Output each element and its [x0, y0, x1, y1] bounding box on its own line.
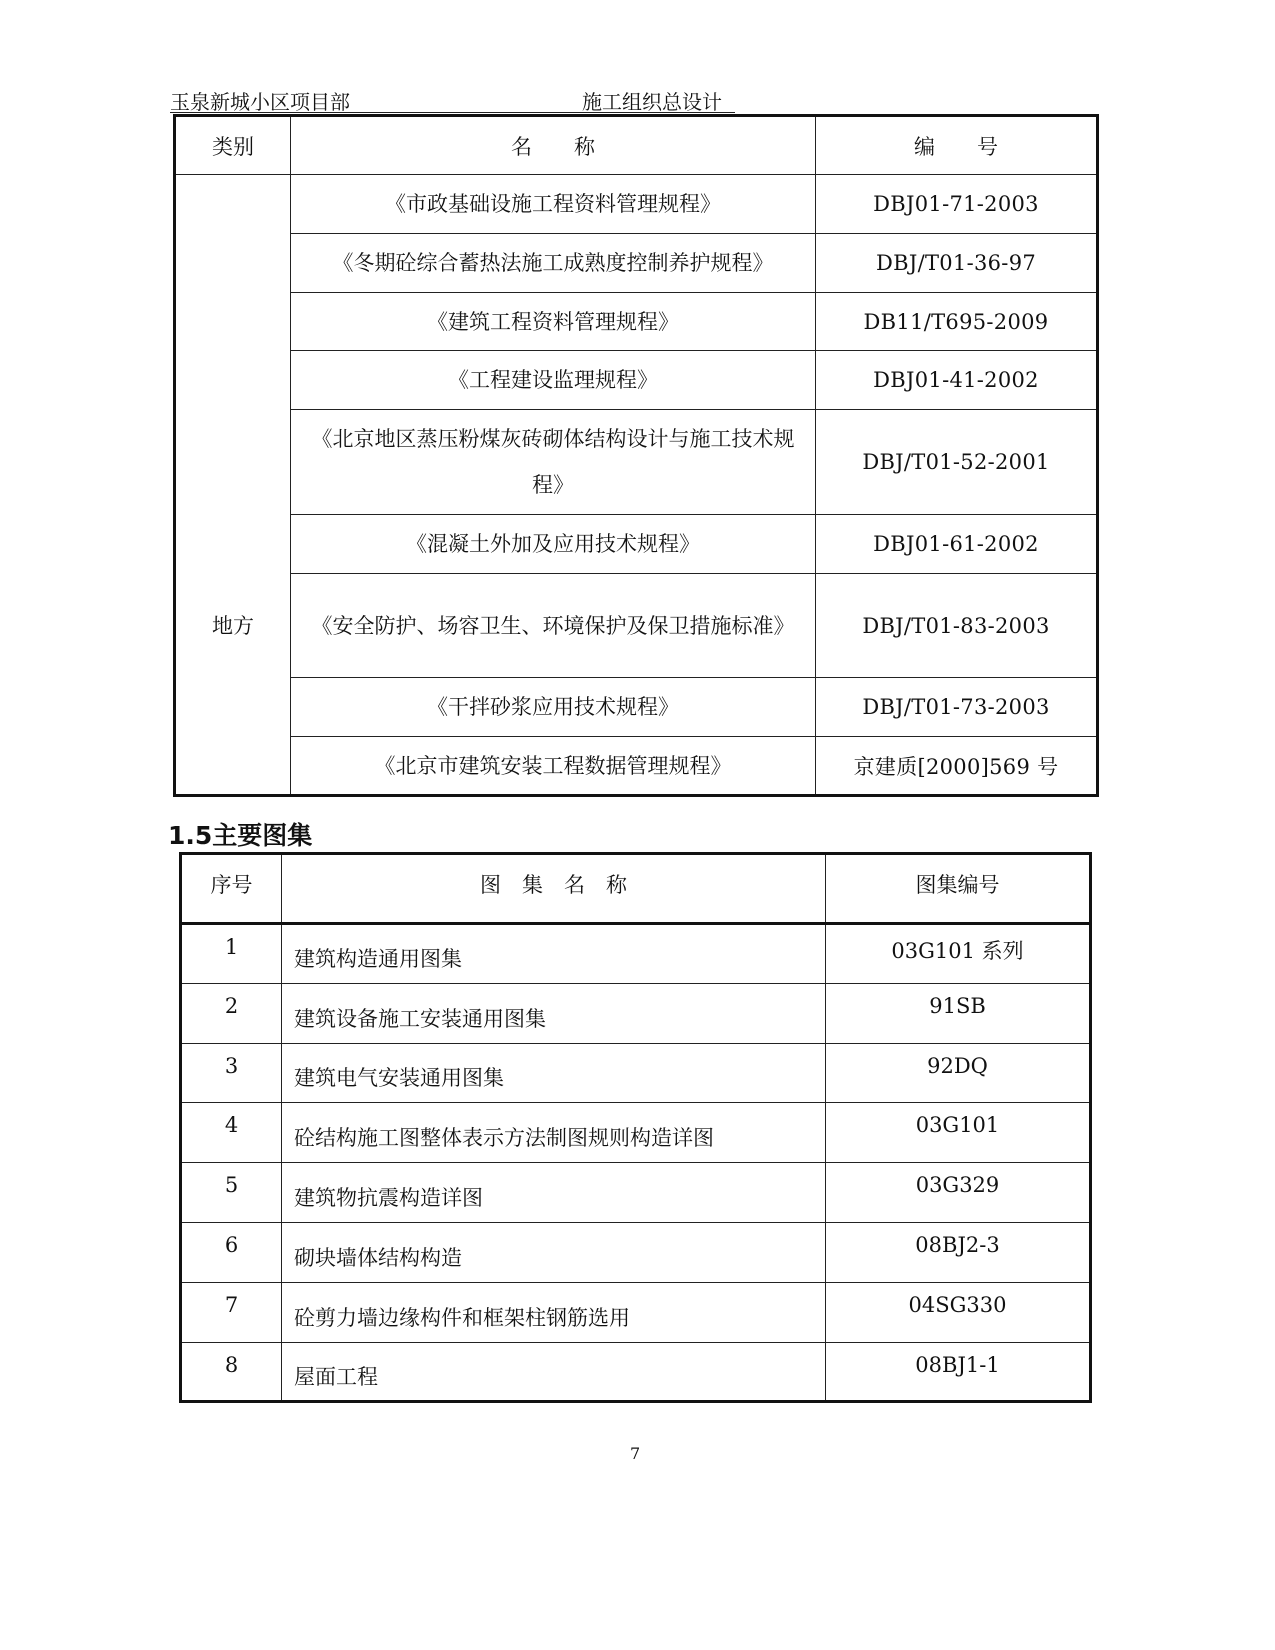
header-category: 类别: [175, 116, 291, 175]
atlas-name: 建筑构造通用图集: [282, 924, 826, 984]
page-header: [170, 86, 735, 113]
standard-name: 《干拌砂浆应用技术规程》: [291, 678, 816, 737]
standard-name: 《北京地区蒸压粉煤灰砖砌体结构设计与施工技术规程》: [291, 410, 816, 515]
header-document-title: 施工组织总设计: [582, 90, 722, 114]
table-row: [181, 1223, 1091, 1283]
table-row: [181, 1103, 1091, 1163]
standard-code: DBJ/T01-36-97: [816, 234, 1098, 293]
standard-code: DBJ/T01-52-2001: [816, 410, 1098, 515]
atlas-code: 03G101: [826, 1103, 1091, 1163]
standard-code: DBJ/T01-83-2003: [816, 574, 1098, 678]
atlas-code: 04SG330: [826, 1283, 1091, 1343]
table-row: [175, 678, 1098, 737]
atlas-seq: 5: [181, 1163, 282, 1223]
table-row: [175, 737, 1098, 796]
table-row: [175, 410, 1098, 515]
atlas-name: 建筑电气安装通用图集: [282, 1044, 826, 1103]
standard-code: DBJ01-71-2003: [816, 175, 1098, 234]
atlas-name: 砼结构施工图整体表示方法制图规则构造详图: [282, 1103, 826, 1163]
standard-name: 《安全防护、场容卫生、环境保护及保卫措施标准》: [291, 574, 816, 678]
atlas-name: 屋面工程: [282, 1343, 826, 1402]
table-row: [175, 293, 1098, 351]
atlas-seq: 7: [181, 1283, 282, 1343]
header-code: 编 号: [816, 116, 1098, 175]
header-atlas-name: 图 集 名 称: [282, 854, 826, 924]
standards-header-row: [175, 116, 1098, 175]
table-row: [175, 234, 1098, 293]
atlas-seq: 8: [181, 1343, 282, 1402]
category-cell: [175, 175, 291, 796]
standard-name: 《建筑工程资料管理规程》: [291, 293, 816, 351]
table-row: [175, 351, 1098, 410]
standard-code: DBJ01-41-2002: [816, 351, 1098, 410]
atlas-header-row: [181, 854, 1091, 924]
standard-code: 京建质[2000]569 号: [816, 737, 1098, 796]
category-label: 地方: [212, 613, 254, 638]
standard-name: 《工程建设监理规程》: [291, 351, 816, 410]
section-title: 1.5主要图集: [168, 821, 313, 850]
atlas-name: 砌块墙体结构构造: [282, 1223, 826, 1283]
atlas-code: 92DQ: [826, 1044, 1091, 1103]
table-row: [175, 574, 1098, 678]
standard-name: 《北京市建筑安装工程数据管理规程》: [291, 737, 816, 796]
standards-table: [173, 114, 1099, 797]
table-row: [181, 1163, 1091, 1223]
table-row: [175, 175, 1098, 234]
atlas-name: 砼剪力墙边缘构件和框架柱钢筋选用: [282, 1283, 826, 1343]
table-row: [181, 1283, 1091, 1343]
header-seq: 序号: [181, 854, 282, 924]
header-atlas-code: 图集编号: [826, 854, 1091, 924]
atlas-code: 91SB: [826, 984, 1091, 1044]
atlas-seq: 1: [181, 924, 282, 984]
table-row: [181, 924, 1091, 984]
page-number: 7: [630, 1444, 641, 1463]
header-project-name: 玉泉新城小区项目部: [170, 90, 350, 114]
atlas-name: 建筑物抗震构造详图: [282, 1163, 826, 1223]
table-row: [181, 984, 1091, 1044]
atlas-seq: 6: [181, 1223, 282, 1283]
standard-code: DBJ/T01-73-2003: [816, 678, 1098, 737]
header-name: 名 称: [291, 116, 816, 175]
atlas-seq: 3: [181, 1044, 282, 1103]
standard-name: 《冬期砼综合蓄热法施工成熟度控制养护规程》: [291, 234, 816, 293]
standard-name: 《混凝土外加及应用技术规程》: [291, 515, 816, 574]
table-row: [181, 1343, 1091, 1402]
atlas-code: 08BJ1-1: [826, 1343, 1091, 1402]
atlas-table: [179, 852, 1092, 1403]
atlas-code: 08BJ2-3: [826, 1223, 1091, 1283]
atlas-seq: 2: [181, 984, 282, 1044]
table-row: [181, 1044, 1091, 1103]
standard-code: DBJ01-61-2002: [816, 515, 1098, 574]
standard-code: DB11/T695-2009: [816, 293, 1098, 351]
atlas-code: 03G329: [826, 1163, 1091, 1223]
standard-name: 《市政基础设施工程资料管理规程》: [291, 175, 816, 234]
atlas-name: 建筑设备施工安装通用图集: [282, 984, 826, 1044]
table-row: [175, 515, 1098, 574]
atlas-seq: 4: [181, 1103, 282, 1163]
atlas-code: 03G101 系列: [826, 924, 1091, 984]
